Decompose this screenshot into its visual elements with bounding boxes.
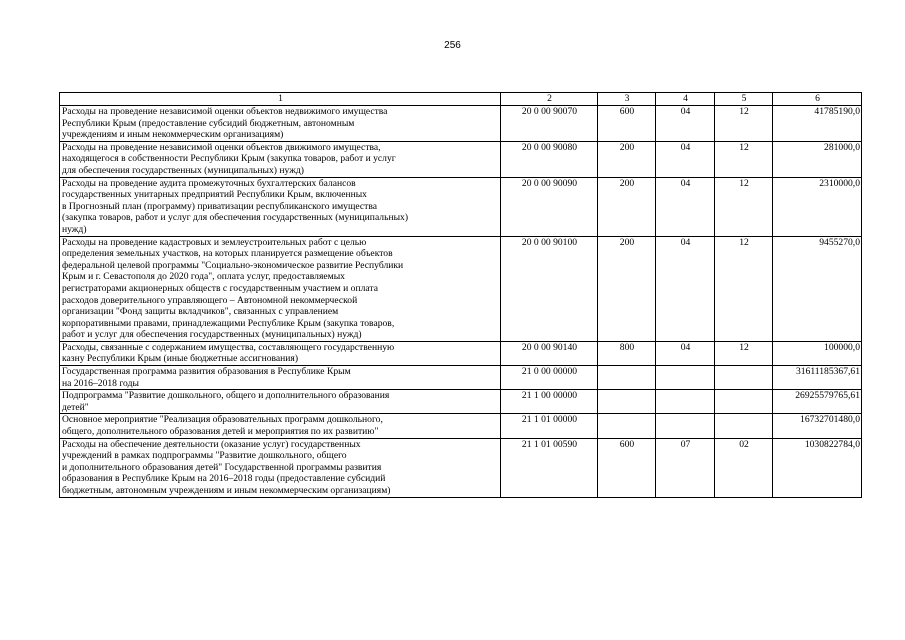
- table-row: [60, 341, 862, 365]
- description-line: Расходы на проведение независимой оценки объектов движимого имущества,: [62, 141, 381, 153]
- subsection-code: [715, 366, 773, 390]
- subsection-code: 12: [715, 106, 773, 142]
- section-code: [656, 390, 715, 414]
- amount-value: 2310000,0: [773, 177, 862, 236]
- header-col-3: 3: [598, 93, 656, 106]
- budget-code: 21 1 01 00590: [501, 438, 598, 497]
- expense-type-code: [598, 366, 656, 390]
- amount-value: 26925579765,61: [773, 390, 862, 414]
- description-line: Крым и г. Севастополя до 2020 года", оплата услуг, предоставляемых: [62, 271, 345, 283]
- expense-type-code: 600: [598, 438, 656, 497]
- description-line: Расходы, связанные с содержанием имущества, составляющего государственную: [62, 341, 395, 353]
- description-line: Расходы на проведение аудита промежуточных бухгалтерских балансов: [62, 177, 356, 189]
- subsection-code: 02: [715, 438, 773, 497]
- budget-code: 21 1 01 00000: [501, 414, 598, 438]
- description-line: и дополнительного образования детей" Государственной программы развития: [62, 461, 382, 473]
- header-col-2: 2: [501, 93, 598, 106]
- description-line: Основное мероприятие "Реализация образовательных программ дошкольного,: [62, 414, 383, 426]
- description-line: детей": [62, 401, 89, 413]
- subsection-code: 12: [715, 341, 773, 365]
- description-line: регистраторами акционерных обществ с государственным участием и оплата: [62, 282, 378, 294]
- table-row: [60, 141, 862, 177]
- expense-type-code: 200: [598, 236, 656, 341]
- header-col-4: 4: [656, 93, 715, 106]
- budget-code: 21 1 00 00000: [501, 390, 598, 414]
- description-line: нужд): [62, 223, 87, 235]
- description-line: находящегося в собственности Республики Крым (закупка товаров, работ и услуг: [62, 153, 396, 165]
- expense-description: [60, 438, 501, 497]
- expense-description: [60, 236, 501, 341]
- table-row: [60, 106, 862, 142]
- description-line: федеральной целевой программы "Социально-экономическое развитие Республики: [62, 259, 404, 271]
- budget-code: 20 0 00 90090: [501, 177, 598, 236]
- description-line: учреждениям и иным некоммерческим организациям): [62, 129, 284, 141]
- table-row: [60, 390, 862, 414]
- section-code: 04: [656, 106, 715, 142]
- description-line: общего, дополнительного образования детей и мероприятия по их развитию": [62, 426, 379, 438]
- section-code: 07: [656, 438, 715, 497]
- budget-code: 21 0 00 00000: [501, 366, 598, 390]
- amount-value: 9455270,0: [773, 236, 862, 341]
- table-row: [60, 236, 862, 341]
- description-line: в Прогнозный план (программу) приватизации республиканского имущества: [62, 200, 377, 212]
- expense-type-code: 800: [598, 341, 656, 365]
- description-line: государственных унитарных предприятий Республики Крым, включенных: [62, 189, 367, 201]
- description-line: Расходы на проведение кадастровых и землеустроительных работ с целью: [62, 236, 367, 248]
- expense-description: [60, 141, 501, 177]
- subsection-code: [715, 414, 773, 438]
- expense-description: [60, 366, 501, 390]
- expense-type-code: 600: [598, 106, 656, 142]
- description-line: корпоративными правами, принадлежащими Республике Крым (закупка товаров,: [62, 317, 395, 329]
- subsection-code: 12: [715, 141, 773, 177]
- budget-code: 20 0 00 90140: [501, 341, 598, 365]
- budget-table: [59, 92, 862, 498]
- description-line: Расходы на обеспечение деятельности (оказание услуг) государственных: [62, 438, 361, 450]
- amount-value: 1030822784,0: [773, 438, 862, 497]
- expense-description: [60, 177, 501, 236]
- table-row: [60, 438, 862, 497]
- header-col-5: 5: [715, 93, 773, 106]
- amount-value: 281000,0: [773, 141, 862, 177]
- section-code: [656, 414, 715, 438]
- table-row: [60, 366, 862, 390]
- expense-type-code: 200: [598, 141, 656, 177]
- expense-description: [60, 390, 501, 414]
- section-code: [656, 366, 715, 390]
- header-row: [60, 93, 862, 106]
- description-line: организации "Фонд защиты вкладчиков", связанных с управлением: [62, 306, 339, 318]
- description-line: бюджетным, автономным учреждениям и иным некоммерческим организациям): [62, 485, 391, 496]
- expense-description: [60, 106, 501, 142]
- section-code: 04: [656, 141, 715, 177]
- table-row: [60, 177, 862, 236]
- description-line: для обеспечения государственных (муниципальных) нужд): [62, 164, 304, 176]
- page-number: 256: [444, 40, 461, 51]
- description-line: образования в Республике Крым на 2016–2018 годы (предоставление субсидий: [62, 473, 386, 485]
- header-col-6: 6: [773, 93, 862, 106]
- description-line: на 2016–2018 годы: [62, 377, 139, 389]
- section-code: 04: [656, 236, 715, 341]
- budget-code: 20 0 00 90080: [501, 141, 598, 177]
- description-line: расходов доверительного управляющего – Автономной некоммерческой: [62, 294, 358, 306]
- expense-description: [60, 414, 501, 438]
- description-line: Республики Крым (предоставление субсидий бюджетным, автономным: [62, 117, 355, 129]
- amount-value: 41785190,0: [773, 106, 862, 142]
- expense-description: [60, 341, 501, 365]
- description-line: (закупка товаров, работ и услуг для обеспечения государственных (муниципальных): [62, 212, 409, 224]
- budget-code: 20 0 00 90070: [501, 106, 598, 142]
- description-line: Расходы на проведение независимой оценки объектов недвижимого имущества: [62, 106, 388, 117]
- expense-type-code: [598, 390, 656, 414]
- expense-type-code: 200: [598, 177, 656, 236]
- description-line: определения земельных участков, на которых планируется размещение объектов: [62, 248, 393, 260]
- description-line: работ и услуг для обеспечения государственных (муниципальных) нужд): [62, 329, 362, 341]
- section-code: 04: [656, 177, 715, 236]
- amount-value: 100000,0: [773, 341, 862, 365]
- table-body: [60, 106, 862, 498]
- amount-value: 31611185367,61: [773, 366, 862, 390]
- section-code: 04: [656, 341, 715, 365]
- expense-type-code: [598, 414, 656, 438]
- budget-code: 20 0 00 90100: [501, 236, 598, 341]
- subsection-code: 12: [715, 177, 773, 236]
- table-row: [60, 414, 862, 438]
- table-header: [60, 93, 862, 106]
- subsection-code: [715, 390, 773, 414]
- description-line: казну Республики Крым (иные бюджетные ассигнования): [62, 353, 299, 365]
- header-col-1: 1: [60, 93, 501, 106]
- amount-value: 16732701480,0: [773, 414, 862, 438]
- subsection-code: 12: [715, 236, 773, 341]
- description-line: Подпрограмма "Развитие дошкольного, общего и дополнительного образования: [62, 390, 390, 402]
- description-line: учреждений в рамках подпрограммы "Развитие дошкольного, общего: [62, 450, 347, 462]
- description-line: Государственная программа развития образования в Республике Крым: [62, 366, 351, 378]
